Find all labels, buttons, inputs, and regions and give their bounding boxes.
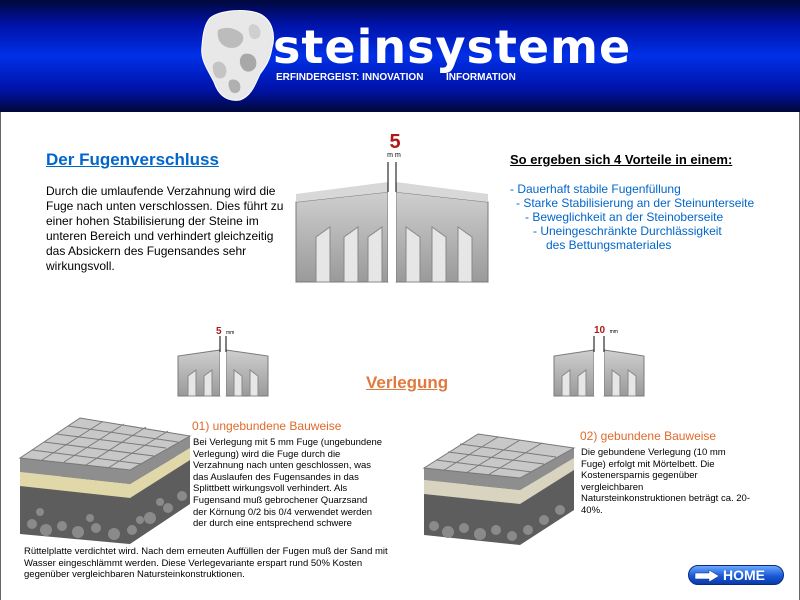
joint-width-value: 10 [594,325,606,336]
tagline-right: INFORMATION [446,72,516,83]
pavement-layers-illustration-unbound [20,414,190,544]
fugenverschluss-text: Durch die umlaufende Verzahnung wird die Fuge nach unten verschlossen. Dies führt zu einer hohen Stabilisierung der Steine im unteren Bereich und verhindert gleichzeitig das Absickern des Fugensandes sehr wirkungsvoll. [46,184,284,273]
unbound-construction-text-continued: Rüttelplatte verdichtet wird. Nach dem erneuten Auffüllen der Fugen muß der Sand mit Wasser eingeschlämmt werden. Diese Verlegevariante erspart rund 50% Kosten gegenüber vergleichbaren Natursteinkonstruktionen. [24,546,388,581]
unbound-construction-text: Bei Verlegung mit 5 mm Fuge (ungebundene Verlegung) wird die Fuge durch die Verzahnung nach unten geschlossen, was das Auslaufen des Fugensandes in das Splittbett wirkungsvoll verhindert. Als Fugensand muß gebrochener Quarzsand der Körnung 0/2 bis 0/4 verwendet werden der durch eine entsprechend schwere [193,437,383,530]
unbound-construction-title: 01) ungebundene Bauweise [192,419,342,433]
joint-width-unit: mm [387,152,403,159]
verlegung-title: Verlegung [366,373,449,392]
home-button-label: HOME [723,567,765,583]
advantage-item: - Uneingeschränkte Durchlässigkeit [533,224,722,238]
home-button[interactable] [688,565,784,585]
arrow-right-icon [695,570,719,582]
advantages-title: So ergeben sich 4 Vorteile in einem: [510,152,733,167]
joint-width-unit: mm [226,330,235,336]
advantage-item: - Starke Stabilisierung an der Steinunterseite [516,196,755,210]
joint-width-label-small-right [594,320,618,338]
tagline-left: ERFINDERGEIST: INNOVATION [276,72,424,83]
joint-width-label-big [380,132,410,160]
stone-logo-icon [196,8,278,104]
joint-width-value: 5 [389,131,401,153]
pavement-layers-illustration-bound [424,430,574,545]
advantage-item: - Dauerhaft stabile Fugenfüllung [510,182,681,196]
bound-construction-text: Die gebundene Verlegung (10 mm Fuge) erfolgt mit Mörtelbett. Die Kostenersparnis gegenüber vergleichbaren Natursteinkonstruktionen beträgt ca. 20-40%. [581,447,750,516]
brand-name: steinsysteme [273,20,632,74]
advantage-item: des Bettungsmateriales [546,238,672,252]
fugenverschluss-title: Der Fugenverschluss [46,150,219,169]
joint-width-label-small-left [216,321,234,339]
bound-construction-title: 02) gebundene Bauweise [580,429,717,443]
site-header [0,0,800,112]
joint-width-value: 5 [216,326,222,337]
advantage-item: - Beweglichkeit an der Steinoberseite [525,210,724,224]
joint-width-unit: mm [609,329,618,335]
